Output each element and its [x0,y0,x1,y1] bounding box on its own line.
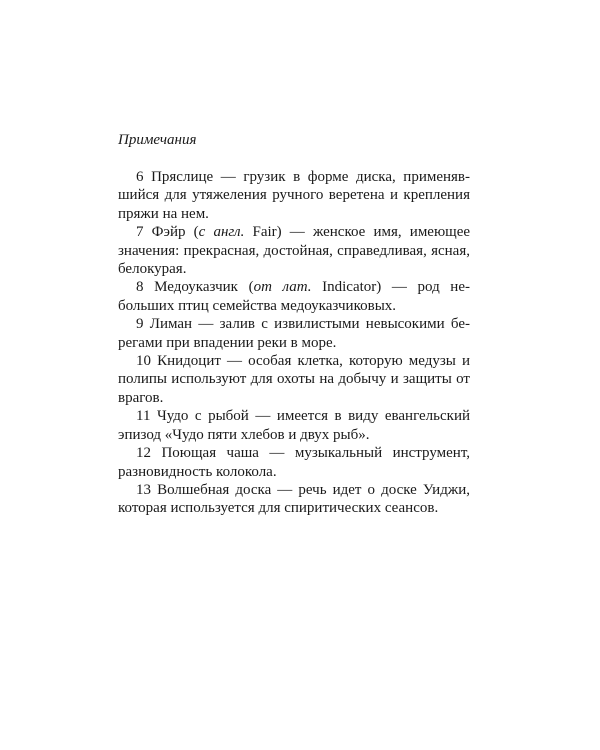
note-number: 12 [136,445,151,462]
note-item [118,444,470,481]
note-term: Книдоцит [157,353,221,370]
note-paren-open: ( [193,224,199,241]
note-dash: — [192,316,220,333]
note-item [118,223,470,278]
note-definition: женское имя, имеющее значения: прекрасная, достойная, справедливая, ясная, белокурая. [118,224,471,278]
note-item [118,352,470,407]
note-number: 10 [136,353,151,370]
note-number: 13 [136,481,151,498]
note-item [118,315,470,352]
note-item [118,407,470,444]
note-number: 11 [136,408,151,425]
note-term: Пряслице [151,169,214,185]
note-dash: — [248,408,277,425]
note-origin: Indicator) [311,279,382,296]
note-definition: залив с извилистыми невысокими берегами при впадении реки в море. [118,316,471,351]
note-definition: особая клетка, которую медузы и полипы используют для охоты на добычу и защиты от врагов. [118,353,471,406]
note-dash: — [258,445,295,462]
note-dash: — [381,279,418,296]
note-number: 8 [136,279,144,296]
note-term: Медоуказчик [154,279,238,296]
note-origin: Fair) [244,224,282,241]
note-term: Поющая чаша [161,445,259,462]
note-number: 9 [136,316,144,333]
note-item [118,278,470,315]
notes-page [118,131,470,518]
note-dash: — [281,224,313,241]
note-term: Чудо с рыбой [156,408,249,425]
note-item [118,168,470,223]
page-heading: Примечания [118,132,197,148]
note-term: Волшебная доска [157,481,272,498]
note-paren-open: ( [248,279,254,296]
note-definition: грузик в форме диска, применявшийся для утяжеления ручного веретена и крепления пряжи на нем. [118,169,471,222]
note-definition: музыкальный инструмент, разновидность колокола. [118,445,471,480]
note-definition: имеется в виду евангельский эпизод «Чудо пяти хлебов и двух рыб». [118,408,471,443]
note-definition: род небольших птиц семейства медоуказчиковых. [118,279,470,314]
note-item [118,481,470,518]
note-dash: — [220,353,249,370]
note-number: 7 [136,224,144,241]
note-definition: речь идет о доске Уиджи, которая используется для спиритических сеансов. [118,481,470,517]
note-language-abbr: от лат. [253,279,312,296]
note-dash: — [271,481,299,498]
note-term: Фэйр [151,224,186,241]
note-language-abbr: с англ. [198,224,245,241]
note-dash: — [213,169,244,185]
note-term: Лиман [149,316,193,333]
note-number: 6 [136,169,144,185]
notes-list [118,168,470,518]
